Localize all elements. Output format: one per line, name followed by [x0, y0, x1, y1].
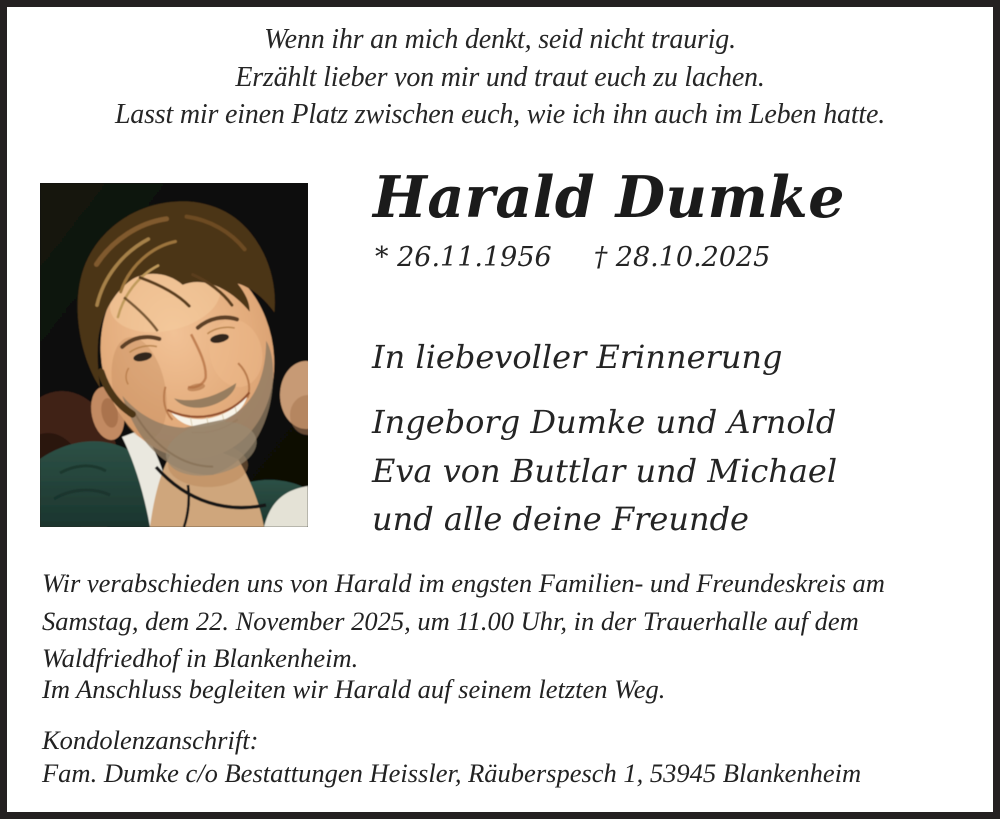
funeral-announcement — [42, 565, 885, 678]
life-dates — [375, 241, 770, 275]
mourners-list — [372, 398, 837, 544]
farewell-line: Im Anschluss begleiten wir Harald auf seinem letzten Weg. — [42, 674, 666, 704]
memorial-intro: In liebevoller Erinnerung — [372, 338, 783, 376]
poem-line: Wenn ihr an mich denkt, seid nicht traurig. — [264, 24, 736, 55]
portrait-photo — [40, 183, 308, 527]
epitaph-poem — [7, 21, 993, 134]
poem-line: Lasst mir einen Platz zwischen euch, wie ich ihn auch im Leben hatte. — [114, 99, 886, 130]
condolence-label: Kondolenzanschrift: — [42, 725, 259, 755]
condolence-address: Fam. Dumke c/o Bestattungen Heissler, Räuberspesch 1, 53945 Blankenheim — [42, 758, 862, 788]
announcement-line: Samstag, dem 22. November 2025, um 11.00 Uhr, in der Trauerhalle auf dem — [42, 605, 859, 636]
poem-line: Erzählt lieber von mir und traut euch zu lachen. — [235, 61, 765, 93]
mourner-line: und alle deine Freunde — [372, 500, 749, 538]
deceased-name: Harald Dumke — [373, 164, 846, 231]
birth-date: * 26.11.1956 — [375, 242, 552, 273]
death-date: † 28.10.2025 — [593, 242, 771, 273]
announcement-line: Waldfriedhof in Blankenheim. — [42, 643, 359, 674]
portrait-photo-illustration — [40, 183, 308, 527]
mourner-line: Eva von Buttlar und Michael — [372, 451, 838, 490]
announcement-line: Wir verabschieden uns von Harald im engsten Familien- und Freundeskreis am — [42, 568, 885, 598]
mourner-line: Ingeborg Dumke und Arnold — [372, 403, 837, 441]
